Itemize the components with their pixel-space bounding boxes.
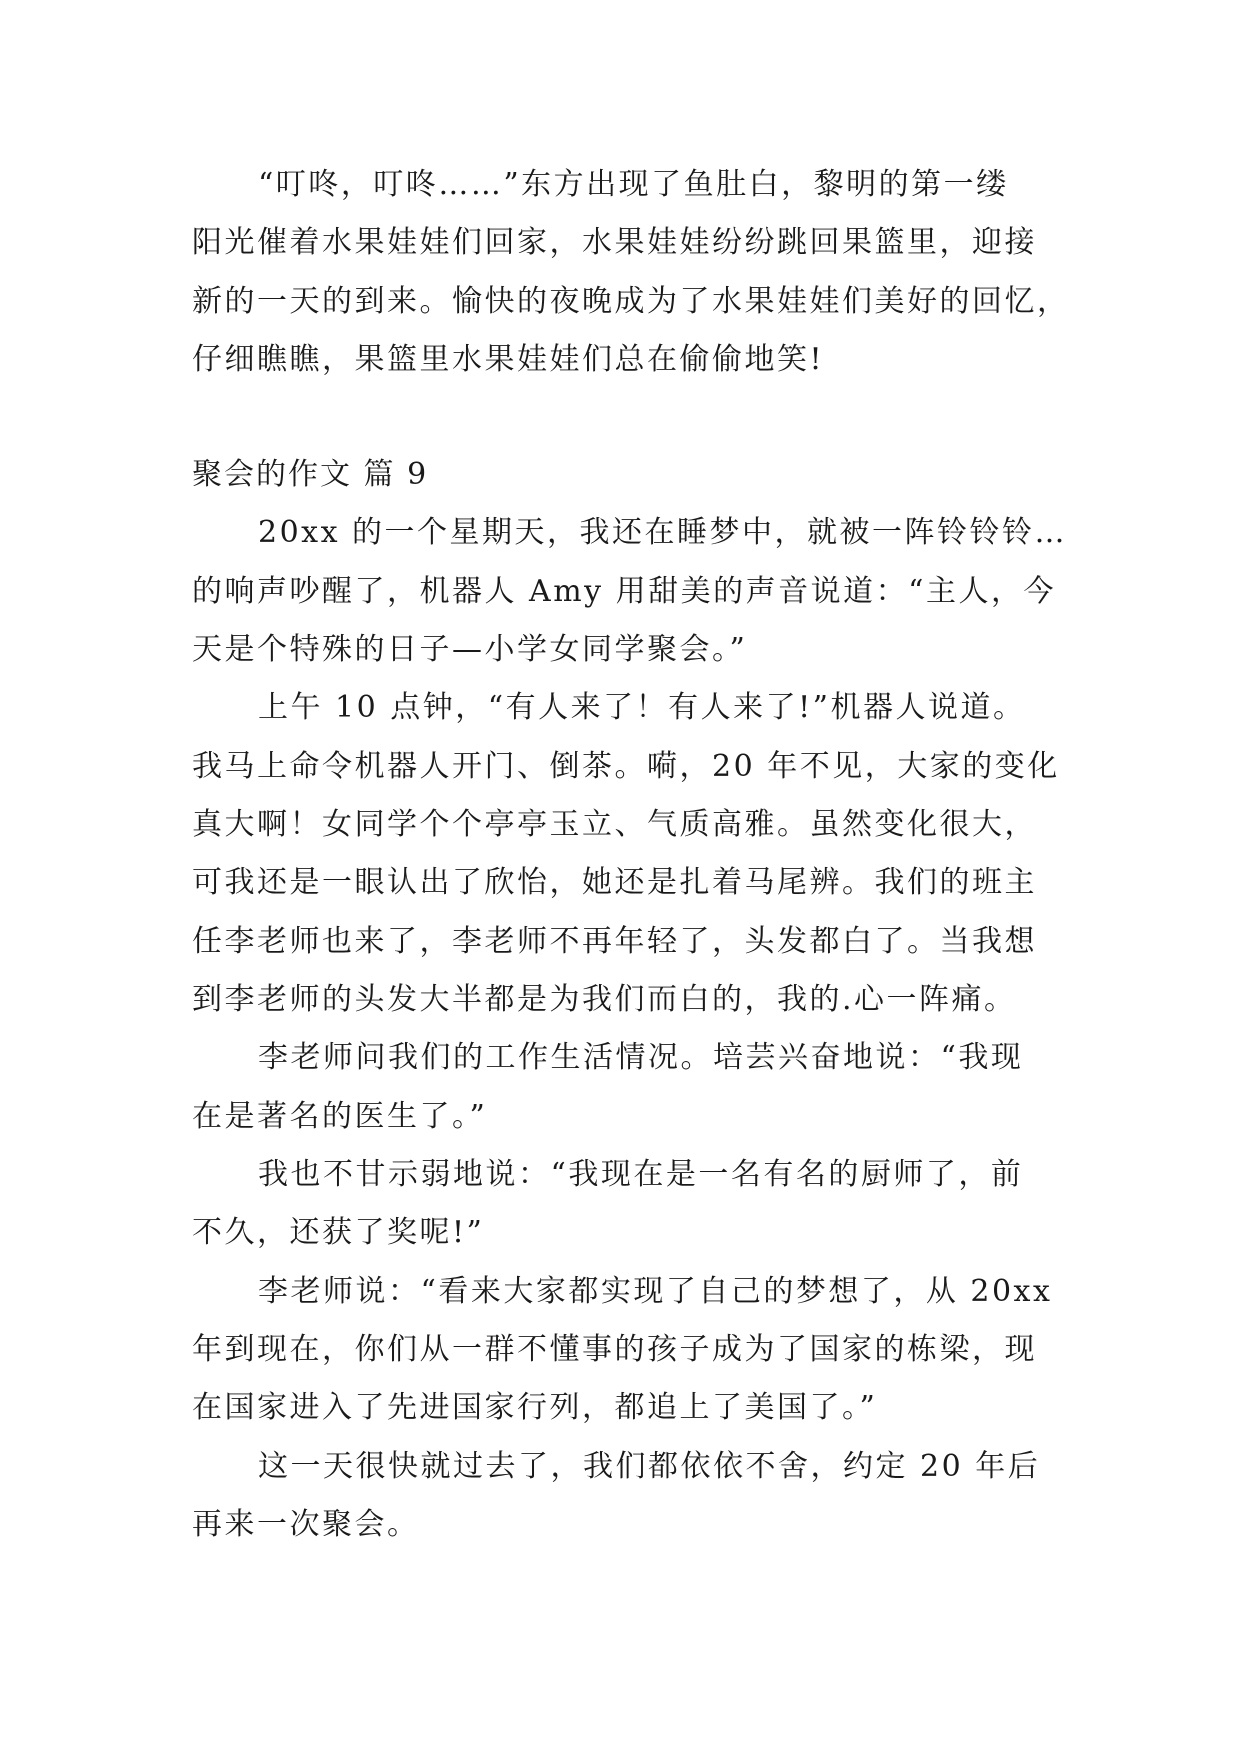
paragraph-line: 仔细瞧瞧，果篮里水果娃娃们总在偷偷地笑! xyxy=(192,342,825,377)
paragraph-line: 李老师说：“看来大家都实现了自己的梦想了，从 20xx xyxy=(258,1274,1053,1309)
paragraph-line: 我也不甘示弱地说：“我现在是一名有名的厨师了，前 xyxy=(258,1157,1024,1192)
paragraph-line: 天是个特殊的日子—小学女同学聚会。” xyxy=(192,632,748,667)
paragraph-line: 新的一天的到来。愉快的夜晚成为了水果娃娃们美好的回忆， xyxy=(192,284,1070,319)
paragraph-line: 阳光催着水果娃娃们回家，水果娃娃纷纷跳回果篮里，迎接 xyxy=(192,225,1037,260)
paragraph-line: 这一天很快就过去了，我们都依依不舍，约定 20 年后 xyxy=(258,1449,1041,1484)
paragraph-line: 我马上命令机器人开门、倒茶。嗬，20 年不见，大家的变化 xyxy=(192,749,1060,784)
paragraph-line: 到李老师的头发大半都是为我们而白的，我的.心一阵痛。 xyxy=(192,982,1017,1017)
paragraph-line: 真大啊！女同学个个亭亭玉立、气质高雅。虽然变化很大， xyxy=(192,807,1037,842)
paragraph-line: 任李老师也来了，李老师不再年轻了，头发都白了。当我想 xyxy=(192,924,1037,959)
paragraph-line: 可我还是一眼认出了欣怡，她还是扎着马尾辨。我们的班主 xyxy=(192,865,1037,900)
paragraph-line: 20xx 的一个星期天，我还在睡梦中，就被一阵铃铃铃… xyxy=(258,515,1068,550)
paragraph-line: 再来一次聚会。 xyxy=(192,1507,420,1542)
paragraph-line: 年到现在，你们从一群不懂事的孩子成为了国家的栋梁，现 xyxy=(192,1332,1037,1367)
paragraph-line: 在国家进入了先进国家行列，都追上了美国了。” xyxy=(192,1390,878,1425)
paragraph-line: “叮咚，叮咚……”东方出现了鱼肚白，黎明的第一缕 xyxy=(258,167,1009,202)
paragraph-line: 李老师问我们的工作生活情况。培芸兴奋地说：“我现 xyxy=(258,1040,1024,1075)
paragraph-line: 上午 10 点钟，“有人来了！有人来了!”机器人说道。 xyxy=(258,690,1026,725)
section-title: 聚会的作文 篇 9 xyxy=(192,457,429,492)
paragraph-line: 的响声吵醒了，机器人 Amy 用甜美的声音说道：“主人，今 xyxy=(192,574,1056,609)
paragraph-line: 不久，还获了奖呢!” xyxy=(192,1215,485,1250)
paragraph-line: 在是著名的医生了。” xyxy=(192,1099,488,1134)
